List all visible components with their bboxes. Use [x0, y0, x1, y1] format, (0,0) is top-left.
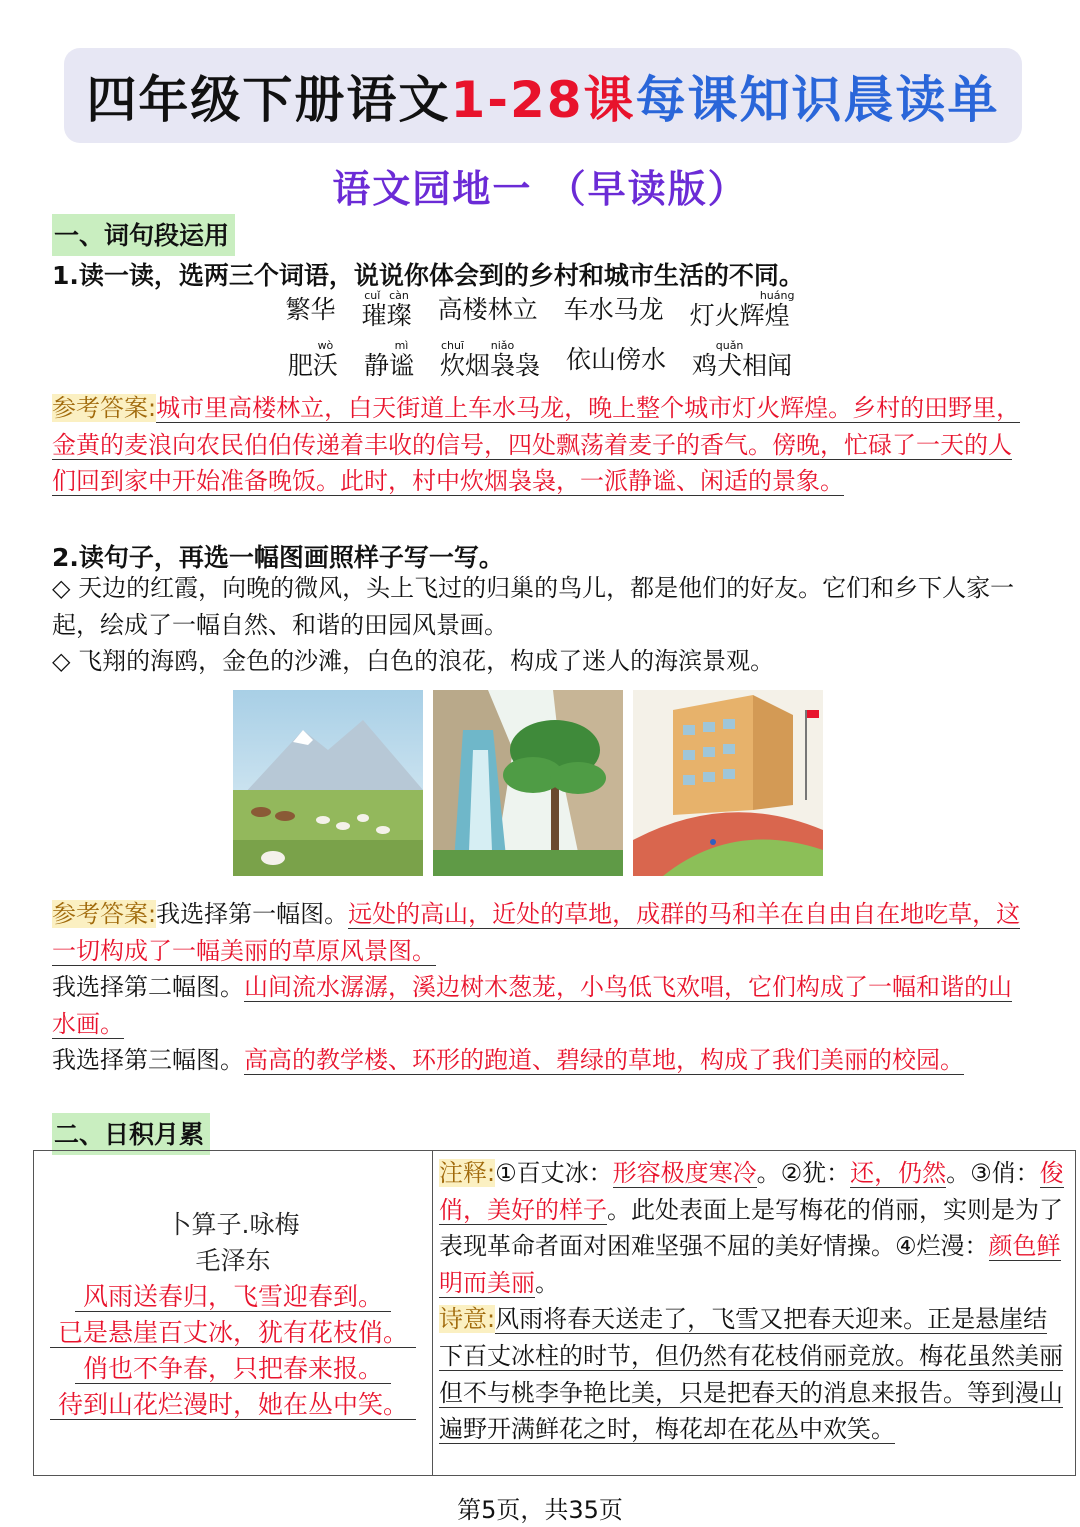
note-label: 注释: — [439, 1159, 496, 1187]
example-sentence-1: ◇ 天边的红霞，向晚的微风，头上飞过的归巢的鸟儿，都是他们的好友。它们和乡下人家一起，绘成了一幅自然、和谐的田园风景画。 — [52, 574, 1015, 639]
choice-1-text: 远处的高山，近处的草地，成群的马和羊在自由自在地吃草，这一切构成了一幅美丽的草原风景图。 — [52, 900, 1021, 965]
banner-title-part3: 每课知识晨读单 — [635, 70, 1000, 129]
word-cheshuimalong: 车水马龙 — [563, 295, 664, 324]
example-sentence-2: ◇ 飞翔的海鸥，金色的沙滩，白色的浪花，构成了迷人的海滨景观。 — [52, 647, 775, 675]
choice-1-prefix: 我选择第一幅图。 — [156, 900, 349, 928]
banner-title-part2: 1-28课 — [450, 70, 636, 129]
poem-line: 俏也不争春，只把春来报。 — [34, 1351, 432, 1387]
section1-heading: 一、词句段运用 — [52, 214, 235, 256]
word-yishanbangshui: 依山傍水 — [566, 345, 667, 374]
poem-title: 卜算子.咏梅 — [166, 1210, 300, 1239]
word-denghuohuihuang: 灯火辉煌huáng — [689, 289, 795, 330]
poem-line: 待到山花烂漫时，她在丛中笑。 — [34, 1387, 432, 1423]
note-3-def: 俊俏，美好的样子 — [439, 1159, 1064, 1224]
page-number: 第5页，共35页 — [457, 1496, 623, 1524]
note-1-def: 形容极度寒冷 — [612, 1159, 757, 1187]
notes-cell — [433, 1151, 1076, 1476]
meaning-label: 诗意: — [439, 1305, 496, 1334]
word-cuican: 璀璨cuǐ càn — [361, 289, 412, 330]
answer-2-label: 参考答案: — [52, 900, 157, 928]
choice-3-prefix: 我选择第三幅图。 — [52, 1046, 244, 1074]
word-chuiyanniaoniao: 炊chuī烟袅niǎo袅 — [439, 339, 541, 380]
word-jiquanxiangwen: 鸡犬quǎn相闻 — [692, 339, 793, 380]
poem-line: 已是悬崖百丈冰，犹有花枝俏。 — [34, 1315, 432, 1351]
page-banner — [64, 48, 1022, 143]
answer-1-text: 城市里高楼林立，白天街道上车水马龙，晚上整个城市灯火辉煌。乡村的田野里，金黄的麦浪向农民伯伯传递着丰收的信号，四处飘荡着麦子的香气。傍晚，忙碌了一天的人们回到家中开始准备晚饭。此时，村中炊烟袅袅，一派静谧、闲适的景象。 — [52, 394, 1021, 495]
notes-block: 注释:①百丈冰：形容极度寒冷。②犹：还，仍然。③俏：俊俏，美好的样子。此处表面上是写梅花的俏丽，实则是为了表现革命者面对困难坚强不屈的美好情操。④烂漫：颜色鲜明而美丽。 诗意:风雨将春天送走了，飞雪又把春天迎来。正是悬崖结下百丈冰柱的时节，但仍然有花枝俏丽竞放。梅花虽然美丽但不与桃李争艳比美，只是把春天的消息来报告。等到漫山遍野开满鲜花之时，梅花却在花丛中欢笑。 — [439, 1159, 1064, 1444]
note-4-def: 颜色鲜明而美丽 — [439, 1232, 1061, 1297]
question-2: 2.读句子，再选一幅图画照样子写一写。 — [52, 543, 504, 572]
page-subtitle: 语文园地一 （早读版） — [332, 167, 748, 211]
answer-2-block — [52, 896, 1032, 1079]
answer-1-block — [52, 390, 1032, 500]
choice-2-text: 山间流水潺潺，溪边树木葱茏，小鸟低飞欢唱，它们构成了一幅和谐的山水画。 — [52, 973, 1012, 1038]
choice-3-text: 高高的教学楼、环形的跑道、碧绿的草地，构成了我们美丽的校园。 — [244, 1046, 964, 1074]
choice-2-prefix: 我选择第二幅图。 — [52, 973, 244, 1001]
meaning-text: 风雨将春天送走了，飞雪又把春天迎来。正是悬崖结下百丈冰柱的时节，但仍然有花枝俏丽竞放。梅花虽然美丽但不与桃李争艳比美，只是把春天的消息来报告。等到漫山遍野开满鲜花之时，梅花却在花丛中欢笑。 — [439, 1305, 1063, 1444]
grassland-picture — [233, 690, 423, 876]
note-2-def: 还，仍然 — [850, 1159, 947, 1187]
word-jingmi: 静谧mì — [363, 339, 414, 380]
section2-heading: 二、日积月累 — [52, 1113, 210, 1155]
word-row-2 — [0, 340, 1080, 382]
answer-label: 参考答案: — [52, 394, 157, 422]
question-1: 1.读一读，选两三个词语，说说你体会到的乡村和城市生活的不同。 — [52, 261, 804, 290]
school-campus-picture — [633, 690, 823, 876]
picture-row — [233, 690, 823, 876]
banner-title-part1: 四年级下册语文 — [86, 70, 451, 129]
poem-table — [33, 1150, 1076, 1476]
word-row-1 — [0, 290, 1080, 332]
poem-line: 风雨送春归，飞雪迎春到。 — [34, 1279, 432, 1315]
poem-cell — [34, 1151, 433, 1476]
word-fanhua: 繁华 — [285, 295, 336, 324]
poem-author: 毛泽东 — [195, 1246, 271, 1275]
mountain-stream-picture — [433, 690, 623, 876]
word-feiwo: 肥沃wò — [287, 339, 338, 380]
word-gaoloulinli: 高楼林立 — [437, 295, 538, 324]
